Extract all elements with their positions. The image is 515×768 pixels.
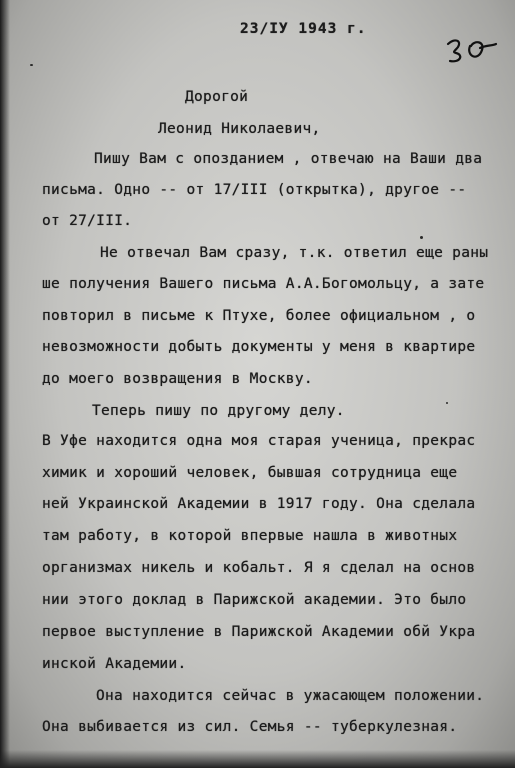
body-line: организмах никель и кобальт. Я я сделал на основ [42, 560, 476, 576]
ink-speck [446, 402, 448, 404]
body-line: невозможности добыть документы у меня в квартире [42, 339, 476, 355]
ink-speck [420, 236, 423, 239]
body-line: первое выступление в Парижской Академии обй Укра [42, 624, 476, 640]
body-line: Не отвечал Вам сразу, т.к. ответил еще раны [100, 245, 489, 261]
body-line: химик и хороший человек, бывшая сотрудница еще [42, 465, 458, 481]
body-line: нии этого доклад в Парижской академии. Это было [42, 592, 467, 608]
body-line: письма. Одно -- от 17/III (открытка), другое -- [42, 182, 467, 198]
body-line: от 27/III. [42, 213, 133, 229]
letter-date: 23/IУ 1943 г. [240, 21, 367, 37]
body-line: до моего возвращения в Москву. [42, 371, 313, 387]
body-line: инской Академии. [42, 656, 187, 672]
body-line: Она выбивается из сил. Семья -- туберкулезная. [42, 719, 458, 735]
page-shadow-left [0, 0, 10, 768]
addressee-line: Леонид Николаевич, [158, 121, 321, 137]
body-line: Она находится сейчас в ужасающем положении. [96, 688, 485, 704]
body-line: Пишу Вам с опозданием , отвечаю на Ваши два [94, 151, 483, 167]
body-line: В Уфе находится одна моя старая ученица, прекрас [42, 433, 476, 449]
body-line: ше получения Вашего письма А.А.Богомольцу, а зате [42, 276, 485, 292]
page-shadow-bottom [0, 750, 515, 768]
handwritten-page-number [444, 36, 498, 64]
salutation-line: Дорогой [185, 89, 249, 105]
body-line: Теперь пишу по другому делу. [92, 403, 345, 419]
ink-speck [30, 64, 33, 66]
body-line: ней Украинской Академии в 1917 году. Она сделала [42, 496, 476, 512]
body-line: повторил в письме к Птухе, более официальном , о [42, 308, 476, 324]
body-line: там работу, в которой впервые нашла в животных [42, 528, 458, 544]
